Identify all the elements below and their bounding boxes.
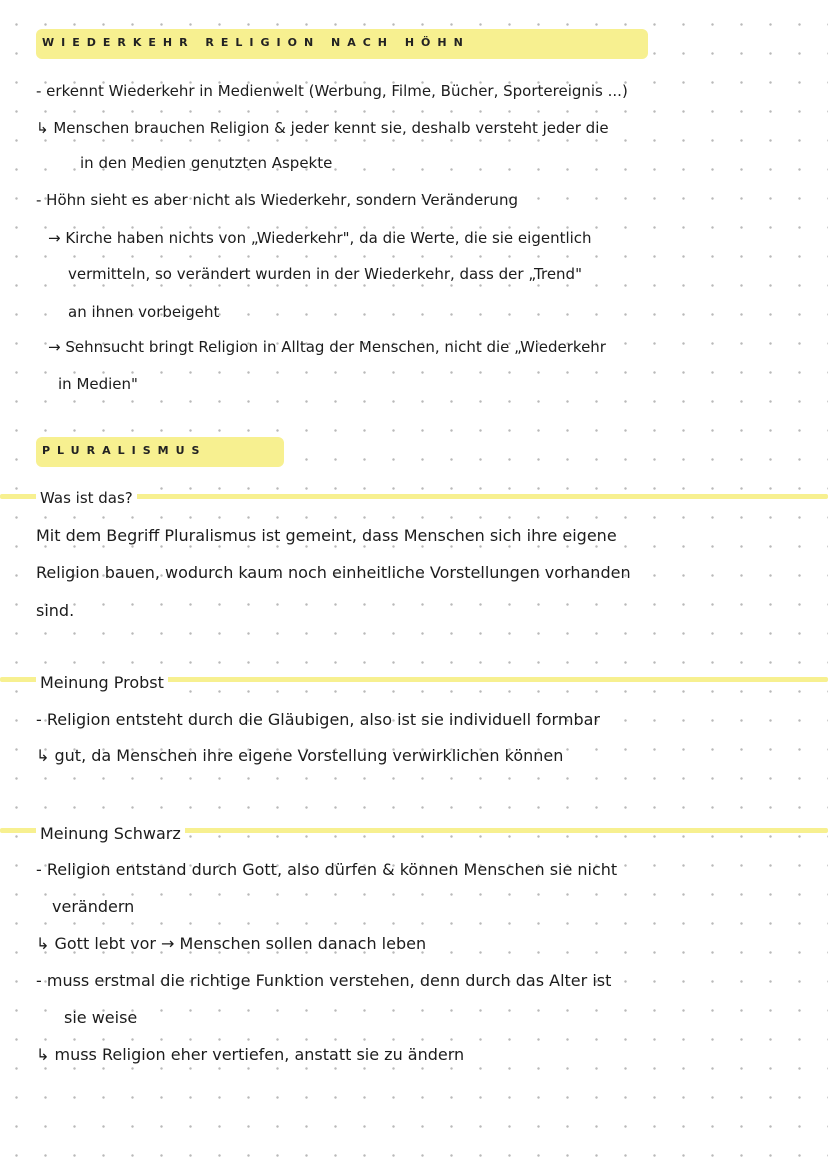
section-heading-wiederkehr: [36, 29, 648, 59]
subheading-was-ist-das: Was ist das?: [36, 487, 137, 509]
note-line: an ihnen vorbeigeht: [68, 303, 220, 321]
note-line: sie weise: [64, 1008, 138, 1027]
note-line: Religion bauen, wodurch kaum noch einheitliche Vorstellungen vorhanden: [36, 563, 631, 582]
note-line: - Religion entstand durch Gott, also dürfen & können Menschen sie nicht: [36, 860, 618, 879]
note-line: - erkennt Wiederkehr in Medienwelt (Werbung, Filme, Bücher, Sportereignis ...): [36, 82, 628, 100]
note-line: ↳ Gott lebt vor → Menschen sollen danach leben: [36, 934, 427, 953]
note-line: ↳ Menschen brauchen Religion & jeder kennt sie, deshalb versteht jeder die: [36, 119, 609, 137]
subheading-meinung-schwarz: Meinung Schwarz: [36, 823, 185, 845]
note-line: - Religion entsteht durch die Gläubigen, also ist sie individuell formbar: [36, 710, 600, 729]
note-line: → Sehnsucht bringt Religion in Alltag der Menschen, nicht die „Wiederkehr: [48, 338, 606, 356]
note-line: vermitteln, so verändert wurden in der Wiederkehr, dass der „Trend": [68, 265, 582, 283]
note-line: sind.: [36, 601, 75, 620]
note-line: - Höhn sieht es aber nicht als Wiederkehr, sondern Veränderung: [36, 191, 518, 209]
heading-text: WIEDERKEHR RELIGION NACH HÖHN: [42, 36, 470, 49]
note-line: ↳ muss Religion eher vertiefen, anstatt sie zu ändern: [36, 1045, 465, 1064]
note-line: in Medien": [58, 375, 138, 393]
note-line: in den Medien genutzten Aspekte: [80, 154, 333, 172]
note-line: → Kirche haben nichts von „Wiederkehr", da die Werte, die sie eigentlich: [48, 229, 592, 247]
note-line: ↳ gut, da Menschen ihre eigene Vorstellung verwirklichen können: [36, 746, 564, 765]
subheading-meinung-probst: Meinung Probst: [36, 672, 168, 694]
heading-text: PLURALISMUS: [42, 444, 207, 457]
note-line: Mit dem Begriff Pluralismus ist gemeint, dass Menschen sich ihre eigene: [36, 526, 617, 545]
note-line: - muss erstmal die richtige Funktion verstehen, denn durch das Alter ist: [36, 971, 612, 990]
section-heading-pluralismus: [36, 437, 284, 467]
note-line: verändern: [52, 897, 135, 916]
